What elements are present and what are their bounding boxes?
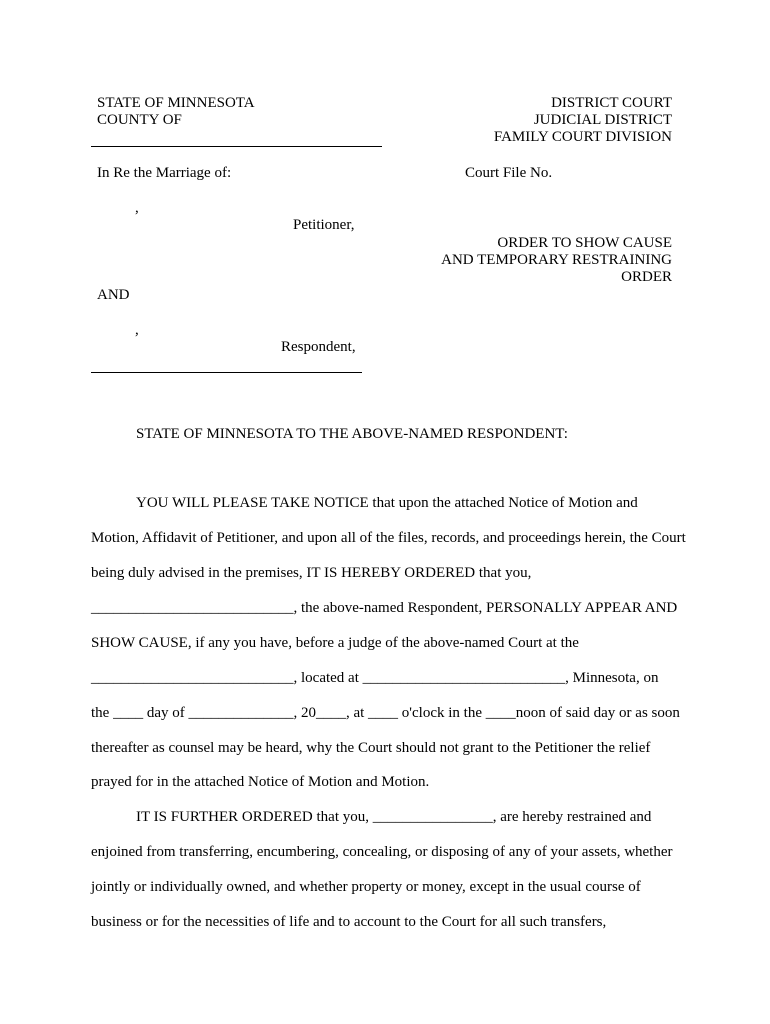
body-line: ___________________________, located at ___________________________, Minnesota, on (91, 670, 659, 686)
body-line: SHOW CAUSE, if any you have, before a judge of the above-named Court at the (91, 635, 579, 651)
county-blank-line (91, 146, 382, 147)
county-heading: COUNTY OF (97, 112, 182, 128)
body-line: jointly or individually owned, and whether property or money, except in the usual course of (91, 879, 641, 895)
body-line: YOU WILL PLEASE TAKE NOTICE that upon the attached Notice of Motion and (136, 495, 638, 511)
body-line: ___________________________, the above-named Respondent, PERSONALLY APPEAR AND (91, 600, 678, 616)
court-file-label: Court File No. (465, 165, 553, 181)
salutation: STATE OF MINNESOTA TO THE ABOVE-NAMED RESPONDENT: (136, 426, 568, 442)
body-line: enjoined from transferring, encumbering, concealing, or disposing of any of your assets, whether (91, 844, 673, 860)
respondent-label: Respondent, (281, 339, 356, 355)
in-re-label: In Re the Marriage of: (97, 165, 232, 181)
and-label: AND (97, 287, 130, 303)
body-line: thereafter as counsel may be heard, why the Court should not grant to the Petitioner the relief (91, 740, 651, 756)
division-heading: FAMILY COURT DIVISION (493, 129, 672, 145)
respondent-name-comma: , (135, 322, 139, 338)
petitioner-label: Petitioner, (293, 217, 355, 233)
body-line: IT IS FURTHER ORDERED that you, ________________, are hereby restrained and (136, 809, 652, 825)
caption-bottom-line (91, 372, 362, 373)
court-heading: DISTRICT COURT (551, 95, 672, 111)
body-line: prayed for in the attached Notice of Motion and Motion. (91, 774, 430, 790)
state-heading: STATE OF MINNESOTA (97, 95, 255, 111)
order-title-line-3: ORDER (621, 269, 672, 285)
body-line: being duly advised in the premises, IT IS HEREBY ORDERED that you, (91, 565, 532, 581)
district-heading: JUDICIAL DISTRICT (533, 112, 672, 128)
order-title-line-1: ORDER TO SHOW CAUSE (497, 235, 672, 251)
petitioner-name-comma: , (135, 200, 139, 216)
order-title-line-2: AND TEMPORARY RESTRAINING (441, 252, 672, 268)
body-line: Motion, Affidavit of Petitioner, and upon all of the files, records, and proceedings herein, the Court (91, 530, 686, 546)
body-line: business or for the necessities of life and to account to the Court for all such transfers, (91, 914, 607, 930)
body-line: the ____ day of ______________, 20____, at ____ o'clock in the ____noon of said day or as soon (91, 705, 680, 721)
